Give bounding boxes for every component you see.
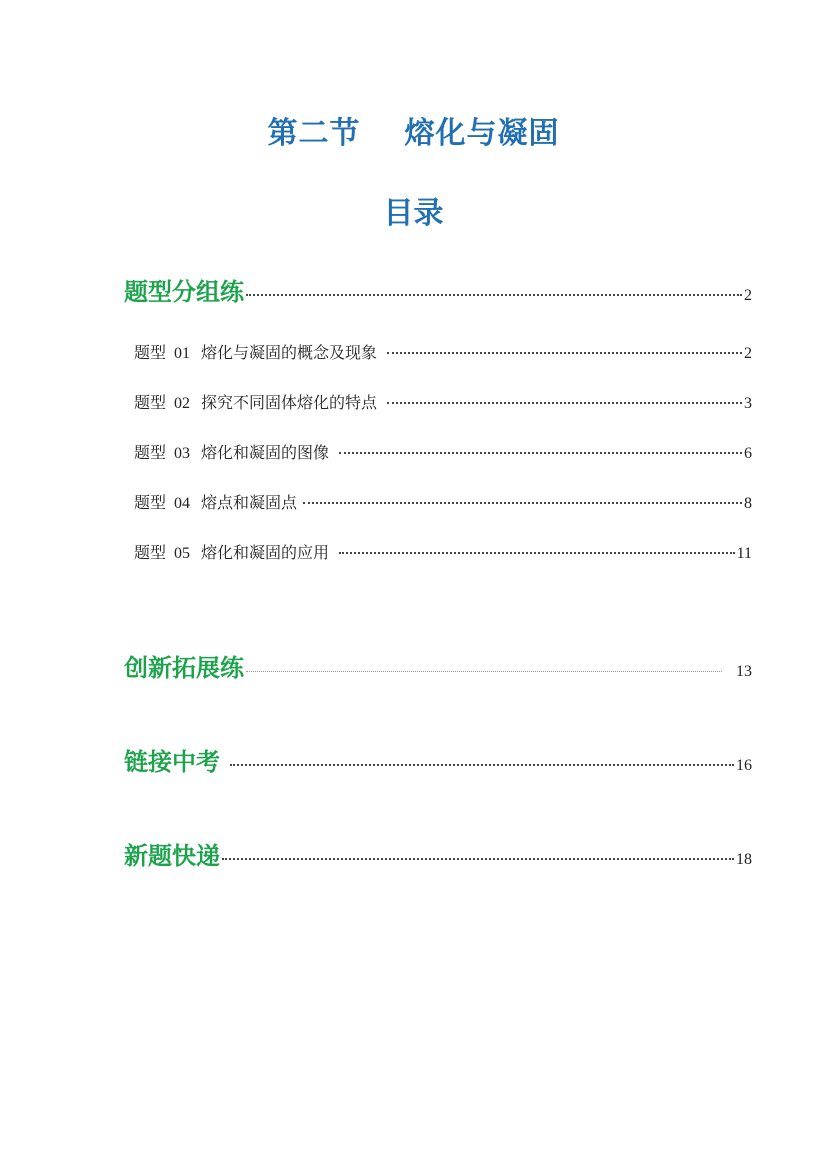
dot-leader [222,858,734,860]
toc-section-label: 链接中考 [124,748,220,776]
dot-leader [246,671,722,672]
entry-number: 03 [174,445,191,462]
entry-prefix: 题型 [134,493,167,512]
toc-heading: 目录 [383,196,444,231]
entry-number: 01 [174,345,191,362]
toc-page-number: 2 [744,287,752,304]
toc-entry-label [134,490,297,513]
toc-page-number: 8 [744,495,752,512]
entry-prefix: 题型 [134,543,167,562]
toc-section-new[interactable] [124,836,752,871]
entry-title: 熔化和凝固的应用 [201,543,330,562]
dot-leader [230,764,734,766]
toc-entry[interactable] [134,540,752,563]
toc-section-innovation[interactable] [124,648,752,683]
dot-leader [339,452,742,454]
entry-title: 熔化和凝固的图像 [201,443,330,462]
dot-leader [387,402,742,404]
entry-title: 熔点和凝固点 [201,493,298,512]
entry-prefix: 题型 [134,343,167,362]
entry-number: 05 [174,545,191,562]
toc-section-label: 新题快递 [124,842,220,870]
dot-leader [387,352,742,354]
entry-title: 探究不同固体熔化的特点 [201,393,378,412]
toc-entry-label [134,340,377,363]
toc-entry-label [134,540,329,563]
section-title [0,108,827,152]
entry-prefix: 题型 [134,393,167,412]
toc-entry[interactable] [134,390,752,413]
toc-entry[interactable] [134,440,752,463]
entry-title: 熔化与凝固的概念及现象 [201,343,378,362]
toc-entry-label [134,390,377,413]
entry-prefix: 题型 [134,443,167,462]
section-name: 熔化与凝固 [404,116,560,151]
toc-page-number: 18 [736,851,752,868]
dot-leader [246,294,742,296]
dot-leader [303,502,742,504]
toc-section-label: 创新拓展练 [124,654,244,682]
toc-entry[interactable] [134,340,752,363]
toc-section-label: 题型分组练 [124,278,244,306]
toc-page-number: 16 [736,757,752,774]
dot-leader [339,552,735,554]
toc-page-number: 13 [736,663,752,680]
toc-page-number: 3 [744,395,752,412]
toc-section-group[interactable] [124,272,752,307]
toc-entry[interactable] [134,490,752,513]
toc-page-number: 2 [744,345,752,362]
section-number: 第二节 [267,116,361,151]
toc-page-number: 6 [744,445,752,462]
toc-section-exam[interactable] [124,742,752,777]
toc-entry-label [134,440,329,463]
toc-page-number: 11 [736,545,752,562]
entry-number: 02 [174,395,191,412]
entry-number: 04 [174,495,191,512]
